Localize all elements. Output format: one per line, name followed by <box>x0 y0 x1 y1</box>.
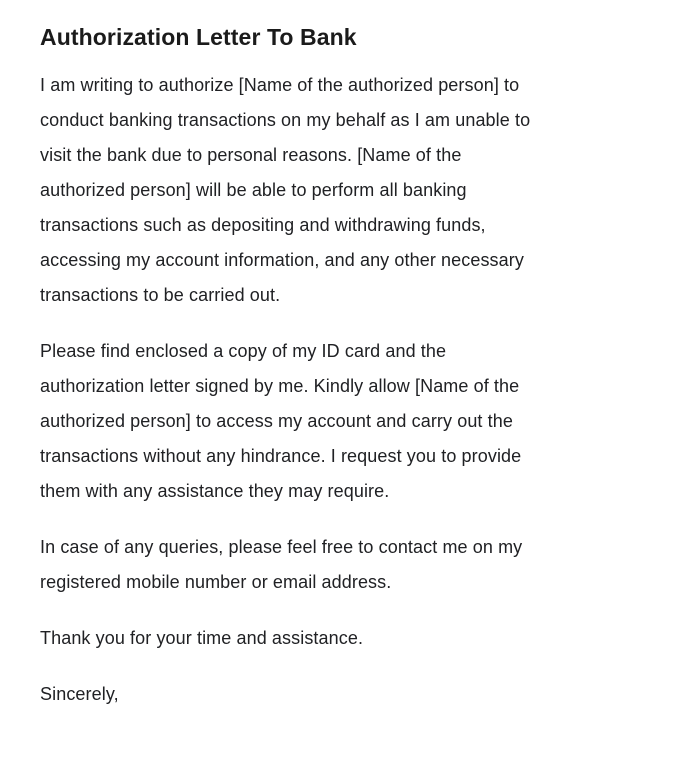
paragraph-thanks: Thank you for your time and assistance. <box>40 628 364 648</box>
page-title: Authorization Letter To Bank <box>40 24 357 50</box>
paragraph-authorization-intro: I am writing to authorize [Name of the authorized person] to conduct banking transactions on my behalf as I am unable to visit the bank due to personal reasons. [Name of the authorized person] will be able to perform all banking transactions such as depositing and withdrawing funds, accessing my account information, and any other necessary transactions to be carried out. <box>40 75 531 305</box>
paragraph-contact: In case of any queries, please feel free to contact me on my registered mobile number or email address. <box>40 537 523 592</box>
paragraph-signoff: Sincerely, <box>40 684 119 704</box>
paragraph-enclosures: Please find enclosed a copy of my ID card and the authorization letter signed by me. Kindly allow [Name of the authorized person] to access my account and carry out the transactions without any hindrance. I request you to provide them with any assistance they may require. <box>40 341 522 501</box>
